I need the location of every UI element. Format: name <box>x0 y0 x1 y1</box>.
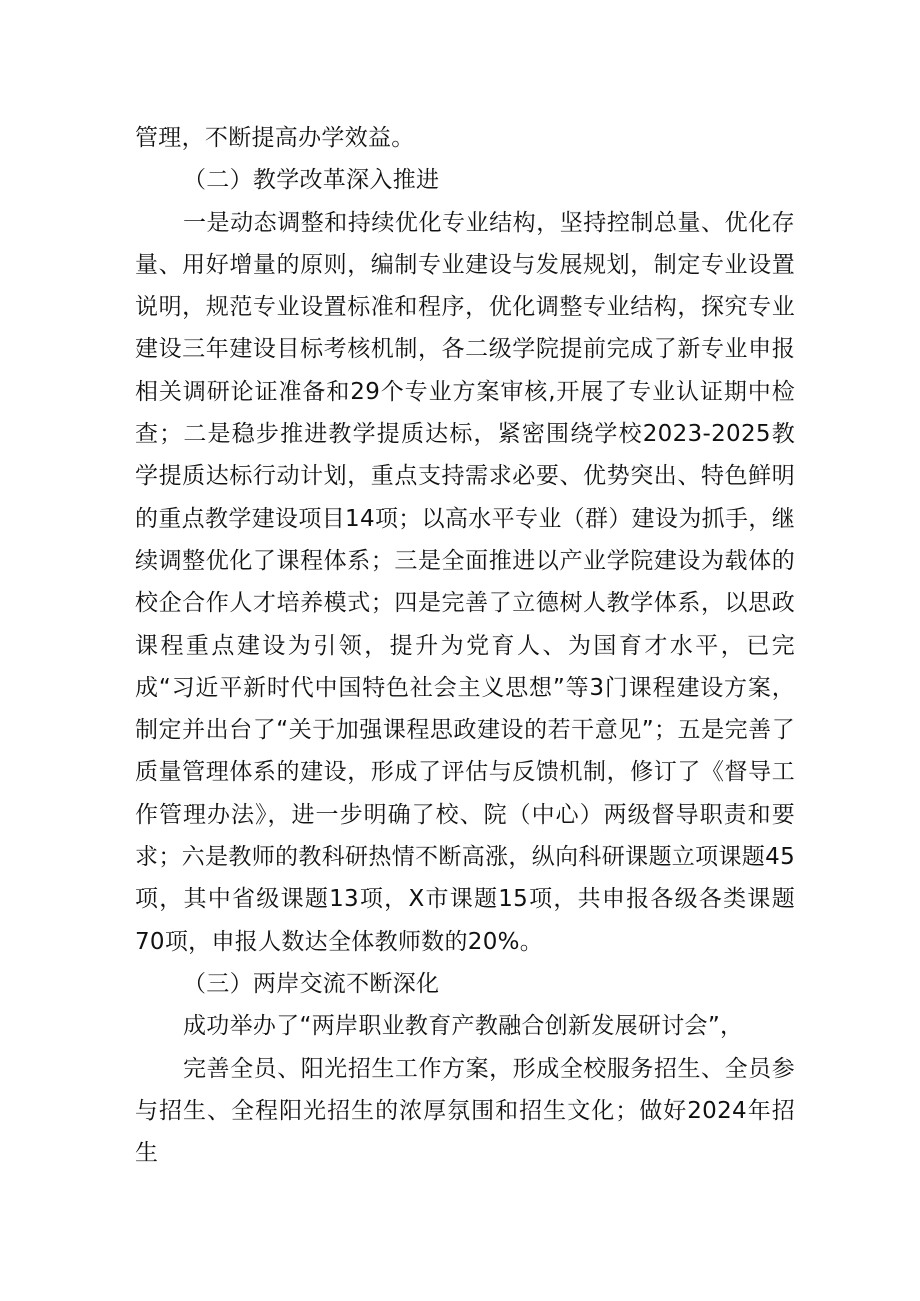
section-heading-cross-strait: （三）两岸交流不断深化 <box>183 970 440 997</box>
section-heading-teaching-reform: （二）教学改革深入推进 <box>183 167 440 194</box>
paragraph-enrollment: 完善全员、阳光招生工作方案，形成全校服务招生、全员参与招生、全程阳光招生的浓厚氛围和招生文化；做好2024年招生 <box>135 1055 795 1167</box>
paragraph-continuation: 管理，不断提高办学效益。 <box>135 125 415 151</box>
document-body <box>135 117 795 1174</box>
paragraph-seminar: 成功举办了“两岸职业教育产教融合创新发展研讨会”， <box>183 1013 744 1040</box>
paragraph-teaching-reform: 一是动态调整和持续优化专业结构，坚持控制总量、优化存量、用好增量的原则，编制专业建设与发展规划，制定专业设置说明，规范专业设置标准和程序，优化调整专业结构，探究专业建设三年建设目标考核机制，各二级学院提前完成了新专业申报相关调研论证准备和29个专业方案审核,开展了专业认证期中检查；二是稳步推进教学提质达标，紧密围绕学校2023-2025教学提质达标行动计划，重点支持需求必要、优势突出、特色鲜明的重点教学建设项目14项；以高水平专业（群）建设为抓手，继续调整优化了课程体系；三是全面推进以产业学院建设为载体的校企合作人才培养模式；四是完善了立德树人教学体系，以思政课程重点建设为引领，提升为党育人、为国育才水平，已完成“习近平新时代中国特色社会主义思想”等3门课程建设方案，制定并出台了“关于加强课程思政建设的若干意见”；五是完善了质量管理体系的建设，形成了评估与反馈机制，修订了《督导工作管理办法》，进一步明确了校、院（中心）两级督导职责和要求；六是教师的教科研热情不断高涨，纵向科研课题立项课题45项，其中省级课题13项，X市课题15项，共申报各级各类课题70项，申报人数达全体教师数的20%。 <box>135 209 795 955</box>
